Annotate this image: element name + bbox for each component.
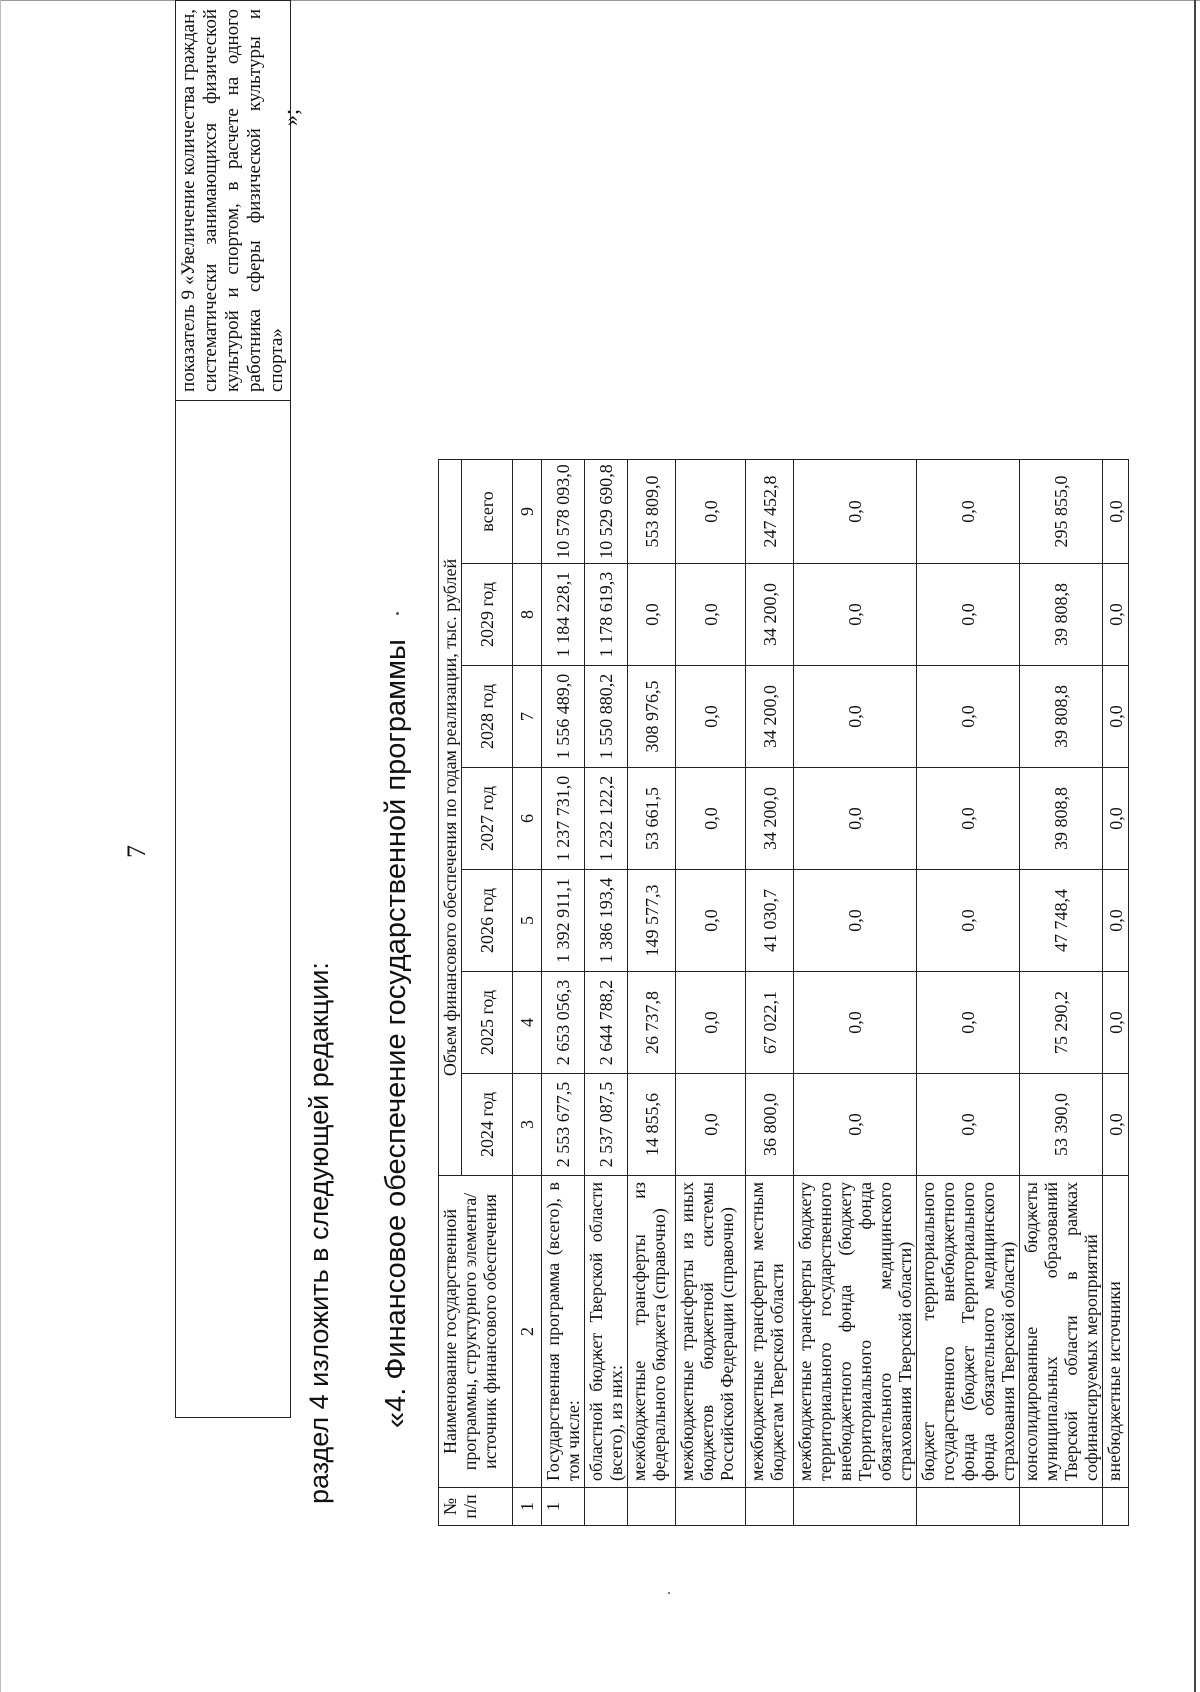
row-value: 1 386 193,4 bbox=[585, 870, 628, 972]
index-cell: 6 bbox=[513, 768, 542, 870]
row-value: 0,0 bbox=[676, 564, 746, 666]
table-row bbox=[1103, 460, 1129, 1526]
header-year: 2026 год bbox=[462, 870, 513, 972]
index-cell: 2 bbox=[513, 1176, 542, 1488]
row-value: 0,0 bbox=[676, 1074, 746, 1176]
header-total: всего bbox=[462, 460, 513, 564]
table-row bbox=[917, 460, 1020, 1526]
table-row bbox=[794, 460, 917, 1526]
row-number bbox=[794, 1488, 917, 1526]
row-value: 0,0 bbox=[1103, 666, 1129, 768]
header-num: № п/п bbox=[439, 1488, 513, 1526]
row-value: 53 390,0 bbox=[1020, 1074, 1103, 1176]
row-value: 0,0 bbox=[917, 768, 1020, 870]
row-value: 0,0 bbox=[917, 972, 1020, 1074]
header-year: 2027 год bbox=[462, 768, 513, 870]
header-group: Объем финансового обеспечения по годам реализации, тыс. рублей bbox=[439, 460, 462, 1176]
table-row bbox=[628, 460, 676, 1526]
row-value: 0,0 bbox=[676, 666, 746, 768]
header-year: 2025 год bbox=[462, 972, 513, 1074]
index-cell: 7 bbox=[513, 666, 542, 768]
row-value: 75 290,2 bbox=[1020, 972, 1103, 1074]
row-value: 0,0 bbox=[794, 870, 917, 972]
row-total: 0,0 bbox=[794, 460, 917, 564]
row-value: 1 232 122,2 bbox=[585, 768, 628, 870]
row-value: 0,0 bbox=[917, 1074, 1020, 1176]
row-value: 0,0 bbox=[794, 1074, 917, 1176]
header-year: 2028 год bbox=[462, 666, 513, 768]
row-value: 0,0 bbox=[794, 768, 917, 870]
closing-quote: »; bbox=[278, 108, 303, 126]
row-value: 0,0 bbox=[917, 666, 1020, 768]
row-value: 1 237 731,0 bbox=[542, 768, 585, 870]
instruction-text: раздел 4 изложить в следующей редакции: bbox=[304, 962, 334, 1504]
header-year: 2024 год bbox=[462, 1074, 513, 1176]
row-value: 26 737,8 bbox=[628, 972, 676, 1074]
row-name: межбюджетные трансферты из иных бюджетов бюджетной системы Российской Федерации (справочно) bbox=[676, 1176, 746, 1488]
row-value: 0,0 bbox=[628, 564, 676, 666]
row-number bbox=[917, 1488, 1020, 1526]
row-number bbox=[1103, 1488, 1129, 1526]
financing-table-body bbox=[542, 460, 1129, 1526]
index-cell: 1 bbox=[513, 1488, 542, 1526]
row-value: 0,0 bbox=[1103, 972, 1129, 1074]
table-index-row bbox=[513, 460, 542, 1526]
row-value: 0,0 bbox=[794, 666, 917, 768]
row-value: 1 392 911,1 bbox=[542, 870, 585, 972]
index-cell: 5 bbox=[513, 870, 542, 972]
financing-table bbox=[438, 459, 1129, 1526]
row-total: 0,0 bbox=[1103, 460, 1129, 564]
row-value: 1 184 228,1 bbox=[542, 564, 585, 666]
row-value: 0,0 bbox=[676, 870, 746, 972]
page-number: 7 bbox=[122, 845, 151, 858]
row-name: межбюджетные трансферты бюджету территориального государственного внебюджетного фонда (бюджету Территориального фонда обязательного медицинского страхования Тверской области) bbox=[794, 1176, 917, 1488]
row-total: 0,0 bbox=[917, 460, 1020, 564]
table-header-row bbox=[439, 460, 462, 1526]
row-value: 0,0 bbox=[1103, 564, 1129, 666]
table-row bbox=[746, 460, 794, 1526]
row-value: 47 748,4 bbox=[1020, 870, 1103, 972]
row-value: 1 550 880,2 bbox=[585, 666, 628, 768]
table-row bbox=[585, 460, 628, 1526]
row-total: 10 578 093,0 bbox=[542, 460, 585, 564]
table-row bbox=[676, 460, 746, 1526]
row-value: 41 030,7 bbox=[746, 870, 794, 972]
index-cell: 8 bbox=[513, 564, 542, 666]
row-value: 39 808,8 bbox=[1020, 768, 1103, 870]
index-cell: 9 bbox=[513, 460, 542, 564]
row-name: бюджет территориального государственного внебюджетного фонда (бюджет Территориального фонда обязательного медицинского страхования Тверской области) bbox=[917, 1176, 1020, 1488]
row-total: 247 452,8 bbox=[746, 460, 794, 564]
index-cell: 4 bbox=[513, 972, 542, 1074]
row-value: 2 653 056,3 bbox=[542, 972, 585, 1074]
row-value: 2 553 677,5 bbox=[542, 1074, 585, 1176]
section-title: «4. Финансовое обеспечение государственной программы bbox=[380, 639, 412, 1428]
row-number: 1 bbox=[542, 1488, 585, 1526]
row-value: 308 976,5 bbox=[628, 666, 676, 768]
table-cell-empty bbox=[176, 400, 291, 1417]
row-number bbox=[676, 1488, 746, 1526]
row-value: 2 537 087,5 bbox=[585, 1074, 628, 1176]
row-value: 0,0 bbox=[794, 972, 917, 1074]
row-total: 10 529 690,8 bbox=[585, 460, 628, 564]
row-value: 36 800,0 bbox=[746, 1074, 794, 1176]
row-value: 149 577,3 bbox=[628, 870, 676, 972]
row-total: 553 809,0 bbox=[628, 460, 676, 564]
row-value: 34 200,0 bbox=[746, 564, 794, 666]
header-year: 2029 год bbox=[462, 564, 513, 666]
row-total: 0,0 bbox=[676, 460, 746, 564]
row-value: 0,0 bbox=[917, 564, 1020, 666]
row-value: 0,0 bbox=[676, 972, 746, 1074]
row-value: 1 556 489,0 bbox=[542, 666, 585, 768]
header-name: Наименование государственной программы, структурного элемента/источник финансового обеспечения bbox=[439, 1176, 513, 1488]
row-name: межбюджетные трансферты из федерального бюджета (справочно) bbox=[628, 1176, 676, 1488]
row-number bbox=[1020, 1488, 1103, 1526]
row-name: областной бюджет Тверской области (всего), из них: bbox=[585, 1176, 628, 1488]
index-cell: 3 bbox=[513, 1074, 542, 1176]
row-value: 53 661,5 bbox=[628, 768, 676, 870]
row-value: 0,0 bbox=[1103, 870, 1129, 972]
row-value: 34 200,0 bbox=[746, 666, 794, 768]
row-name: консолидированные бюджеты муниципальных образований Тверской области в рамках софинансируемых мероприятий bbox=[1020, 1176, 1103, 1488]
row-value: 2 644 788,2 bbox=[585, 972, 628, 1074]
row-name: внебюджетные источники bbox=[1103, 1176, 1129, 1488]
row-value: 0,0 bbox=[676, 768, 746, 870]
table-row bbox=[542, 460, 585, 1526]
row-name: Государственная программа (всего), в том числе: bbox=[542, 1176, 585, 1488]
row-value: 34 200,0 bbox=[746, 768, 794, 870]
row-value: 67 022,1 bbox=[746, 972, 794, 1074]
row-value: 39 808,8 bbox=[1020, 564, 1103, 666]
indicator-text-cell: показатель 9 «Увеличение количества граждан, систематически занимающихся физической культурой и спортом, в расчете на одного работника сферы физической культуры и спорта» bbox=[176, 1, 291, 401]
row-value: 14 855,6 bbox=[628, 1074, 676, 1176]
row-value: 0,0 bbox=[1103, 1074, 1129, 1176]
row-number bbox=[746, 1488, 794, 1526]
row-value: 0,0 bbox=[794, 564, 917, 666]
table-row bbox=[1020, 460, 1103, 1526]
row-number bbox=[628, 1488, 676, 1526]
row-total: 295 855,0 bbox=[1020, 460, 1103, 564]
row-value: 0,0 bbox=[1103, 768, 1129, 870]
row-value: 0,0 bbox=[917, 870, 1020, 972]
row-value: 39 808,8 bbox=[1020, 666, 1103, 768]
row-name: межбюджетные трансферты местным бюджетам Тверской области bbox=[746, 1176, 794, 1488]
previous-table-fragment bbox=[175, 0, 291, 1418]
row-number bbox=[585, 1488, 628, 1526]
table-row bbox=[176, 1, 291, 1418]
row-value: 1 178 619,3 bbox=[585, 564, 628, 666]
